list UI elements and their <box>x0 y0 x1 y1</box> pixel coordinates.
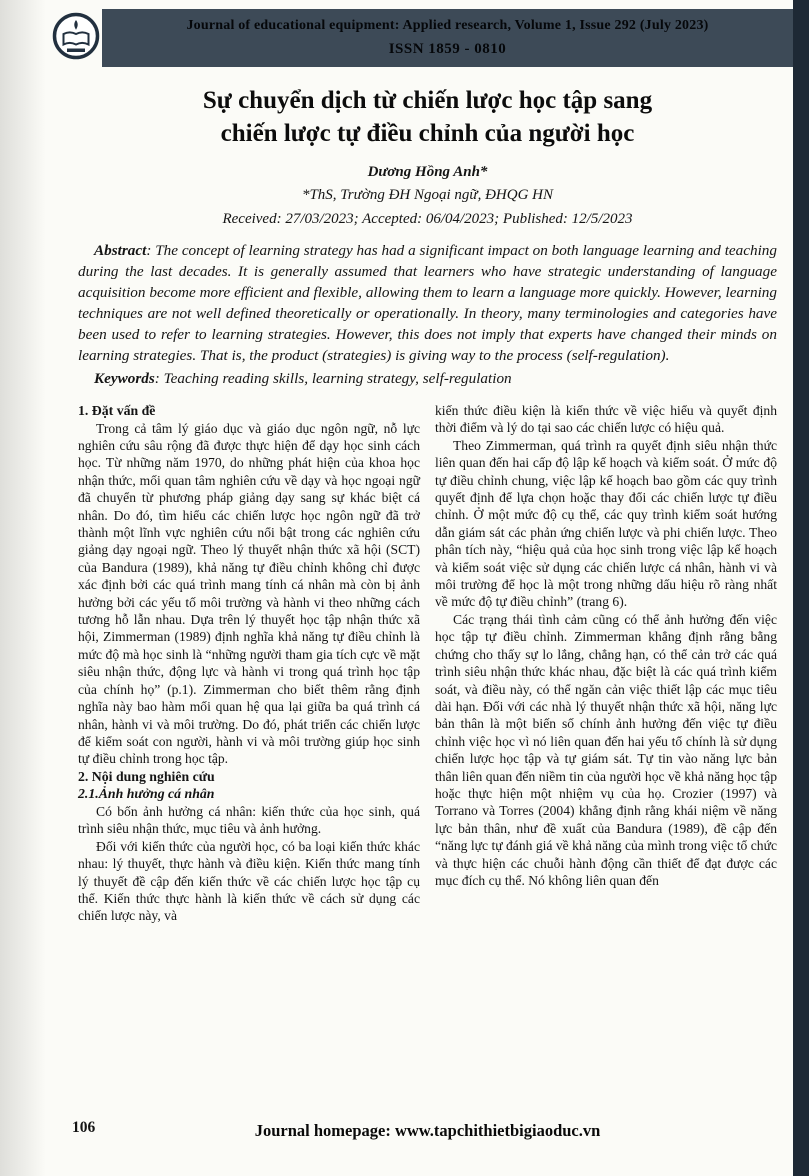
journal-homepage-line: Journal homepage: www.tapchithietbigiaoduc.vn <box>254 1121 601 1140</box>
received-accepted-published-line: Received: 27/03/2023; Accepted: 06/04/2023; Published: 12/5/2023 <box>222 211 633 227</box>
body-paragraph: kiến thức điều kiện là kiến thức về việc hiểu và quyết định thời điểm và lý do tại sao các chiến lược có hiệu quả. <box>435 403 777 436</box>
journal-issn: ISSN 1859 - 0810 <box>388 41 507 57</box>
page-edge-stripe <box>793 0 809 1176</box>
subsection-heading-2-1: 2.1.Ảnh hưởng cá nhân <box>78 786 215 802</box>
journal-header <box>102 9 793 67</box>
journal-header-title: Journal of educational equipment: Applied research, Volume 1, Issue 292 (July 2023) <box>186 18 709 33</box>
abstract-label: Abstract <box>94 242 147 259</box>
article-title-line2: chiến lược tự điều chỉnh của người học <box>220 120 635 147</box>
author-name: Dương Hồng Anh* <box>367 164 488 180</box>
university-emblem-icon <box>52 12 100 60</box>
keywords-line <box>78 368 777 389</box>
two-column-body <box>78 402 777 925</box>
abstract-paragraph <box>78 240 777 366</box>
section-heading-1: 1. Đặt vấn đề <box>78 403 156 418</box>
body-paragraph: Các trạng thái tình cảm cũng có thể ảnh hưởng đến việc học tập tự điều chỉnh. Zimmerman khẳng định rằng bằng chứng cho thấy sự lo lắng, chẳng hạn, có thể cản trở các quá trình siêu nhận thức khác nhau, đặc biệt là các quá trình kiểm soát, và điều này, có thể ngăn cản việc thiết lập các mục tiêu dài hạn. Đối với các nhà lý thuyết nhận thức xã hội, năng lực bản thân là một biến số chính ảnh hưởng đến việc tự điều chỉnh việc học vì nó liên quan đến hai yếu tố chính là sử dụng chiến lược học tập và tự giám sát. Tự tin vào năng lực bản thân liên quan đến niềm tin của người học về khả năng học tập hoặc thực hiện một nhiệm vụ của họ. Crozier (1997) và Torrano và Torres (2004) khẳng định rằng khái niệm về năng lực bản thân, như đề xuất của Bandura (1989), đề cập đến “năng lực tự đánh giá về khả năng của mình trong việc tổ chức và thực hiện các chuỗi hành động cần thiết để đạt được các mục đích cụ thể. Nó không liên quan đến <box>435 611 777 888</box>
article-title-line1: Sự chuyển dịch từ chiến lược học tập sang <box>202 87 653 114</box>
scan-left-margin-shade <box>0 0 46 1176</box>
keywords-label: Keywords <box>94 370 155 387</box>
article-content <box>78 84 777 925</box>
author-affiliation: *ThS, Trường ĐH Ngoại ngữ, ĐHQG HN <box>301 187 554 203</box>
journal-logo <box>52 12 100 60</box>
section-heading-2: 2. Nội dung nghiên cứu <box>78 768 215 784</box>
body-paragraph: Có bốn ảnh hưởng cá nhân: kiến thức của học sinh, quá trình siêu nhận thức, mục tiêu và ảnh hưởng. <box>78 803 420 837</box>
body-paragraph: Theo Zimmerman, quá trình ra quyết định siêu nhận thức liên quan đến hai cấp độ lập kế hoạch và kiểm soát. Ở mức độ tự điều chỉnh chung, việc lập kế hoạch bao gồm các quy trình quyết định để lựa chọn hoặc thay đổi các chiến lược tự điều chỉnh. Ở một mức độ cụ thể, các quy trình kiểm soát hướng dẫn giám sát các phản ứng chiến lược và phi chiến lược. Theo phân tích này, “hiệu quả của học sinh trong việc lập kế hoạch và kiểm soát việc sử dụng các chiến lược cá nhân, hành vi và môi trường để học là một trong những dấu hiệu rõ ràng nhất về mức độ tự điều chỉnh” (trang 6). <box>435 437 777 610</box>
right-column <box>435 402 777 925</box>
page-number: 106 <box>72 1119 96 1136</box>
body-paragraph: Trong cả tâm lý giáo dục và giáo dục ngôn ngữ, nỗ lực nghiên cứu sâu rộng đã được thực hiện để dạy học sinh cách học. Từ những năm 1970, do những phát hiện của khoa học nhận thức, mối quan tâm nghiên cứu về dạy và học ngoại ngữ đã chuyển từ phương pháp giảng dạy sang sự khác biệt cá nhân. Do đó, tìm hiểu các chiến lược học ngôn ngữ đã trở thành một lĩnh vực nghiên cứu nổi bật trong các nghiên cứu giảng dạy ngoại ngữ. Theo lý thuyết nhận thức xã hội (SCT) của Bandura (1989), khả năng tự điều chỉnh không chỉ được xác định bởi các quá trình mang tính cá nhân mà còn bị ảnh hưởng bởi các yếu tố môi trường và hành vi theo những cách tương hỗ lẫn nhau. Dựa trên lý thuyết học tập nhận thức xã hội, Zimmerman (1989) định nghĩa khả năng tự điều chỉnh là mức độ mà học sinh là “những người tham gia tích cực về mặt siêu nhận thức, động lực và hành vi trong quá trình học tập của chính họ” (p.1). Zimmerman cho biết thêm rằng định nghĩa này bao hàm mối quan hệ qua lại giữa ba quá trình cá nhân, hành vi và môi trường. Do đó, phát triển các chiến lược để kiểm soát con người, hành vi và môi trường giúp học sinh tự điều chỉnh trong học tập. <box>78 420 420 767</box>
body-paragraph: Đối với kiến thức của người học, có ba loại kiến thức khác nhau: lý thuyết, thực hành và điều kiện. Kiến thức mang tính lý thuyết đề cập đến kiến thức về các chiến lược học tập cụ thể. Kiến thức thực hành là kiến thức về cách sử dụng các chiến lược này, và <box>78 838 420 924</box>
abstract-text: : The concept of learning strategy has had a significant impact on both language learning and teaching during the last decades. It is generally assumed that learners who have strategic understanding of language acquisition become more efficient and flexible, allowing them to learn a language more quickly. However, learning techniques are not well defined theoretically or operationally. In theory, many terminologies and categories have been used to refer to learning strategies. However, this does not imply that experts have changed their minds on learning strategies. That is, the product (strategies) is giving way to the process (self-regulation). <box>78 242 777 364</box>
article-title <box>78 84 777 150</box>
left-column <box>78 402 420 925</box>
keywords-text: : Teaching reading skills, learning strategy, self-regulation <box>154 370 512 387</box>
